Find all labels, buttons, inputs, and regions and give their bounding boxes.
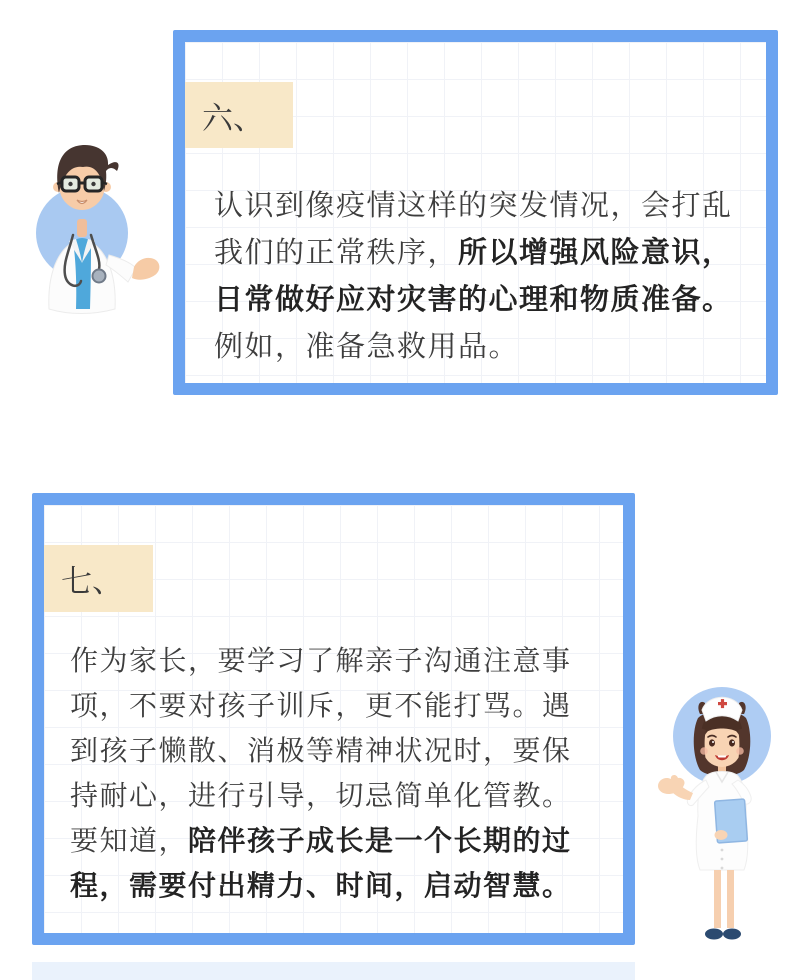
advice-card-seven — [32, 493, 635, 945]
card-six-body-text: 认识到像疫情这样的突发情况，会打乱 我们的正常秩序，所以增强风险意识， 日常做好应对灾害的心理和物质准备。 例如，准备急救用品。 — [214, 188, 733, 363]
nurse-illustration-icon — [648, 684, 780, 946]
card-six-number-text: 六、 — [202, 100, 264, 137]
doctor-illustration-icon — [33, 137, 165, 315]
advice-card-six — [173, 30, 778, 395]
card-seven-number-label — [44, 545, 153, 612]
card-seven-number-text: 七、 — [61, 564, 123, 600]
card-six-number-label — [185, 82, 293, 148]
next-card-top-edge — [32, 962, 635, 980]
card-seven-body-text: 作为家长，要学习了解亲子沟通注意事 项，不要对孩子训斥，更不能打骂。遇 到孩子懒散、消极等精神状况时，要保 持耐心，进行引导，切忌简单化管教。 要知道，陪伴孩子成长是一个长期的过 程，需要付出精力、时间，启动智慧。 — [70, 644, 572, 902]
